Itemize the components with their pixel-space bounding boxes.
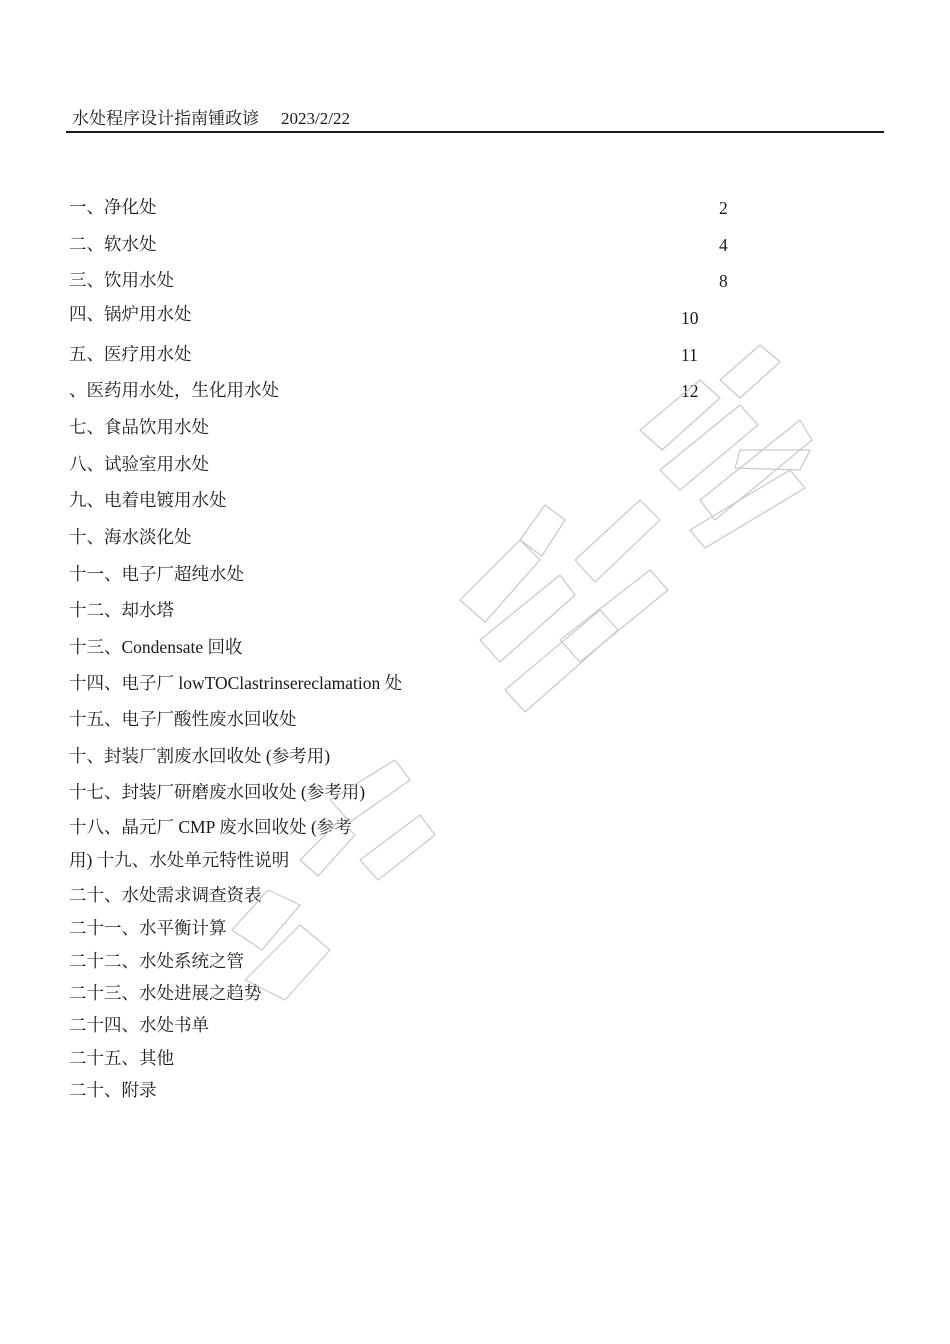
toc-page-number: 11 <box>681 345 698 365</box>
toc-item: 十二、却水塔 <box>69 600 174 620</box>
toc-item: 十、海水淡化处 <box>69 527 192 547</box>
toc-item: 一、净化处 <box>69 197 157 217</box>
toc-item: 十一、电子厂超纯水处 <box>69 564 244 584</box>
running-header <box>72 104 350 129</box>
toc-item: 二十五、其他 <box>69 1048 174 1068</box>
header-rule <box>66 131 884 133</box>
toc-item: 二十、附录 <box>69 1080 157 1100</box>
toc-item: 二十二、水处系统之管 <box>69 951 244 971</box>
toc-item: 十七、封装厂研磨废水回收处 (参考用) <box>69 782 366 802</box>
toc-item: 二十四、水处书单 <box>69 1015 209 1035</box>
toc-item: 、医药用水处，生化用水处 <box>69 380 279 400</box>
document-date: 2023/2/22 <box>281 109 350 128</box>
toc-item: 十三、Condensate 回收 <box>69 637 243 657</box>
toc-page-number: 2 <box>719 198 728 218</box>
document-title: 水处程序设计指南锺政谚 <box>72 109 259 128</box>
toc-item: 四、锅炉用水处 <box>69 304 192 324</box>
toc-item: 十五、电子厂酸性废水回收处 <box>69 709 297 729</box>
toc-item: 十四、电子厂 lowTOClastrinsereclamation 处 <box>69 673 403 693</box>
toc-item: 二十、水处需求调查资表 <box>69 885 262 905</box>
toc-item: 二十三、水处进展之趋势 <box>69 983 262 1003</box>
toc-item: 九、电着电镀用水处 <box>69 490 227 510</box>
toc-page-number: 4 <box>719 235 728 255</box>
toc-item: 十、封装厂割废水回收处 (参考用) <box>69 746 331 766</box>
toc-item: 二十一、水平衡计算 <box>69 918 227 938</box>
toc-item: 五、医疗用水处 <box>69 344 192 364</box>
toc-item: 十八、晶元厂 CMP 废水回收处 (参考 <box>69 817 352 837</box>
toc-item: 二、软水处 <box>69 234 157 254</box>
toc-page-number: 12 <box>681 381 699 401</box>
toc-item: 七、食品饮用水处 <box>69 417 209 437</box>
toc-item: 用) 十九、水处单元特性说明 <box>69 850 290 870</box>
toc-item: 八、试验室用水处 <box>69 454 209 474</box>
toc-item: 三、饮用水处 <box>69 270 174 290</box>
toc-page-number: 8 <box>719 271 728 291</box>
toc-page-number: 10 <box>681 308 699 328</box>
